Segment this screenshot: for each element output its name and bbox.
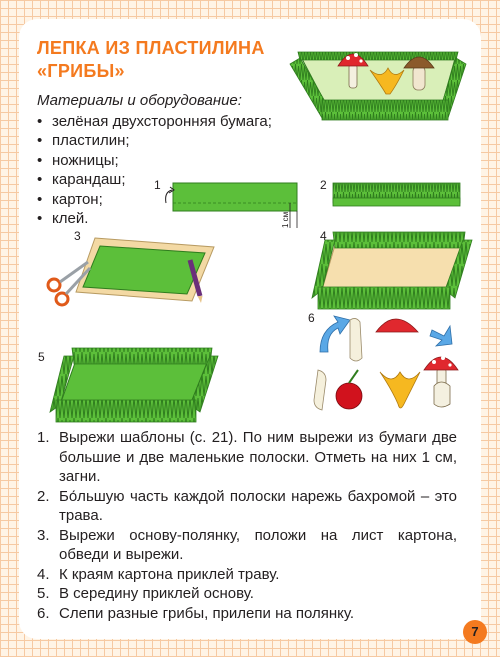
page-title-line-2: «ГРИБЫ» xyxy=(37,61,125,81)
materials-heading: Материалы и оборудование: xyxy=(37,92,242,109)
materials-item: • картон; xyxy=(37,190,103,208)
instruction-step: 1. Вырежи шаблоны (с. 21). По ним вырежи из бумаги две большие и две маленькие полоски. Отметь на них 1 см, загни. xyxy=(37,429,457,485)
materials-item: • пластилин; xyxy=(37,132,130,150)
materials-item: • клей. xyxy=(37,209,89,227)
instructions-list xyxy=(37,428,457,623)
figure-label-1: 1 xyxy=(154,178,161,192)
materials-item: • карандаш; xyxy=(37,171,126,189)
figure-label-6: 6 xyxy=(308,311,315,325)
instruction-step: 3. Вырежи основу-полянку, положи на лист картона, обведи и вырежи. xyxy=(37,526,457,563)
arrow-icon xyxy=(320,316,350,352)
measure-label: 1 см xyxy=(281,211,290,228)
arrow-icon xyxy=(430,326,452,346)
figure-label-2: 2 xyxy=(320,178,327,192)
instruction-step: 6. Слепи разные грибы, прилепи на полянку. xyxy=(37,604,355,622)
figure-2-fringe-strip xyxy=(333,183,460,206)
instruction-step: 4. К краям картона приклей траву. xyxy=(37,565,280,583)
instruction-step: 5. В середину приклей основу. xyxy=(37,585,254,602)
title-illustration xyxy=(290,52,466,120)
fly-agaric-icon xyxy=(424,356,458,407)
figure-label-4: 4 xyxy=(320,229,327,243)
materials-list xyxy=(37,112,272,228)
figure-3-base xyxy=(48,238,214,305)
page-title-line-1: ЛЕПКА ИЗ ПЛАСТИЛИНА xyxy=(37,38,265,58)
materials-item: • зелёная двухсторонняя бумага; xyxy=(37,113,272,130)
figure-5-meadow xyxy=(50,348,218,422)
figure-label-3: 3 xyxy=(74,229,81,243)
page-number: 7 xyxy=(463,620,487,644)
figure-label-5: 5 xyxy=(38,350,45,364)
instruction-step: 2. Бо́льшую часть каждой полоски нарежь бахромой – это трава. xyxy=(37,487,457,524)
figure-4-grass-frame xyxy=(312,232,472,309)
figure-6-mushrooms xyxy=(314,316,458,410)
materials-item: • ножницы; xyxy=(37,151,119,169)
